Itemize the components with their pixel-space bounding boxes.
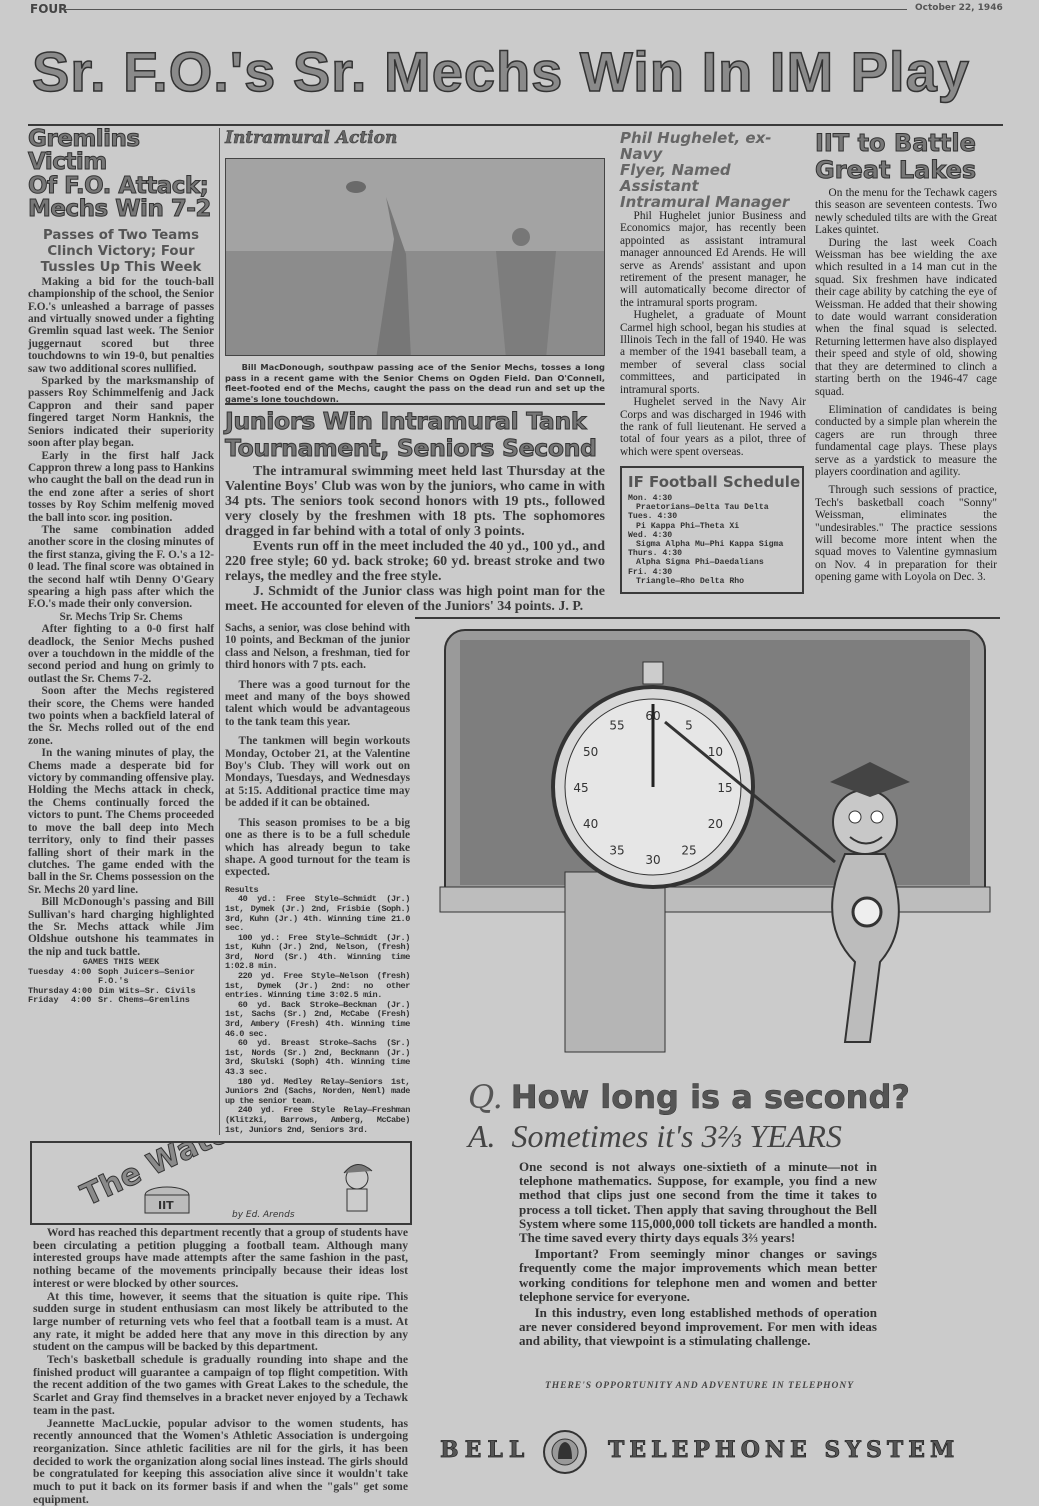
- result-item: 180 yd. Medley Relay—Seniors 1st, Juniors 2nd (Sachs, Norden, Neml) made up the senior team.: [225, 1076, 410, 1106]
- paragraph: After fighting to a 0-0 first half deadlock, the Senior Mechs pushed over a touchdown in the middle of the second period and hung on grimly to outlast the Sr. Chems 7-2.: [28, 623, 214, 685]
- clock-number: 15: [717, 781, 733, 795]
- section-subhead: Sr. Mechs Trip Sr. Chems: [59, 610, 183, 623]
- games-title: GAMES THIS WEEK: [82, 957, 160, 968]
- answer-text: Sometimes it's 3⅔ YEARS: [511, 1118, 842, 1154]
- waterbucket-logo: [32, 1143, 410, 1223]
- ad-headline: [468, 1079, 988, 1155]
- clock-number: 30: [645, 853, 661, 867]
- photo-title: Intramural Action: [225, 128, 398, 148]
- hughelet-article: [620, 130, 806, 458]
- gremlins-article: [28, 128, 214, 1006]
- paragraph: Tech's basketball schedule is gradually rounding into shape and the finished product will guarantee a campaign of top flight competition. With the recent addition of the two games with Great Lakes to the schedule, the Scarlet and Gray find themselves in a bracket never enjoyed by a Techawk team in the past.: [33, 1353, 408, 1417]
- waterbucket-byline: by Ed. Arends: [232, 1210, 295, 1220]
- bell-seal-icon: [542, 1429, 588, 1475]
- schedule-day: Wed. 4:30: [628, 530, 673, 540]
- game-row: [28, 996, 214, 1006]
- paragraph: The intramural swimming meet held last Thursday at the Valentine Boys' Club was won by the juniors, who came in with 34 pts. The seniors took second honors with 19 pts., followed very closely by the freshmen with 18 pts. The sophomores dragged in far behind with a total of only 3 points.: [225, 464, 605, 539]
- great-lakes-headline: [815, 130, 997, 184]
- clock-number: 5: [685, 718, 693, 733]
- subhead-line: Passes of Two Teams: [42, 227, 200, 243]
- headline-line: Juniors Win Intramural Tank: [225, 407, 587, 435]
- results: [225, 886, 410, 1135]
- paragraph: Early in the first half Jack Cappron threw a long pass to Hankins who caught the ball on the dead run in the end zone after a series of short tosses by Roy Schim melfenig moved the ball into scor. ing position.: [28, 449, 214, 524]
- headline-line: Mechs Win 7-2: [28, 196, 211, 223]
- page-number: FOUR: [30, 2, 68, 16]
- game-match: Soph Juicers—Senior F.O.'s: [98, 966, 195, 987]
- paragraph: Sachs, a senior, was close behind with 10 points, and Beckman of the junior class and Nelson, a freshman, tied for third honors with 7 pts. each.: [225, 622, 410, 672]
- games-this-week: [28, 958, 214, 1006]
- schedule-day: Tues. 4:30: [628, 512, 678, 522]
- ad-body: [519, 1160, 877, 1351]
- paragraph: In this industry, even long established methods of operation are never considered beyond improvement. For men with ideas and ability, that viewpoint is a stimulating challenge.: [519, 1305, 877, 1349]
- game-match: Dim Wits—Sr. Civils: [98, 985, 196, 996]
- clock-number: 35: [609, 843, 625, 858]
- brand-telephone-system: TELEPHONE SYSTEM: [608, 1437, 960, 1463]
- header-rule: [62, 9, 907, 10]
- game-row: [28, 968, 214, 987]
- paragraph: Sparked by the marksmanship of passers Roy Schimmelfenig and Jack Cappron and their sand paper fingered target Norm Hanknis, the Seniors indicated their superiority soon after play began.: [28, 375, 214, 450]
- cartoon-figure-icon: [344, 1164, 372, 1211]
- great-lakes-article: [815, 130, 997, 584]
- clock-number: 55: [609, 718, 625, 733]
- paragraph: At this time, however, it seems that the situation is quite ripe. This sudden surge in student enthusiasm can most likely be attributed to the large number of returning vets who feel that a football team is a must. At any rate, it might be added here that any move in this direction by any student on the campus will be backed by this department.: [33, 1289, 408, 1354]
- schedule-match: Alpha Sigma Phi—Daedalians: [636, 558, 764, 568]
- ad-question: [468, 1079, 988, 1115]
- waterbucket-logo-box: [30, 1141, 412, 1225]
- result-item: 60 yd. Back Stroke—Beckman (Jr.) 1st, Sachs (Sr.) 2nd, McCabe (Fresh) 3rd, Ambery (Fresh) 4th. Winning time 46.0 sec.: [225, 999, 410, 1039]
- waterbucket-title: [76, 1143, 353, 1214]
- paragraph: Hughelet, a graduate of Mount Carmel high school, began his studies at Illinois Tech in the fall of 1940. He was a member of the 1941 baseball team, a member of several class social committees, and participated in intramural sports.: [620, 309, 806, 396]
- clock-number: 25: [681, 843, 697, 858]
- brand-bell: BELL: [440, 1437, 531, 1463]
- game-time: 4:00: [71, 995, 92, 1006]
- results-title: Results: [225, 884, 259, 895]
- schedule-match: Triangle—Rho Delta Rho: [636, 576, 745, 586]
- bell-telephone-ad: [415, 622, 1000, 1482]
- paragraph: Important? From seemingly minor changes or savings frequently come the major improvements which mean better working conditions for telephone men and women and better telephone service for everyone.: [519, 1246, 877, 1304]
- page-date: October 22, 1946: [915, 3, 1003, 13]
- if-schedule-list: [628, 494, 802, 586]
- paragraph: Events run off in the meet included the 40 yd., 100 yd., and 220 free style; 60 yd. back stroke; 60 yd. breast stroke and two relays, the medley and the free style.: [225, 539, 605, 584]
- schedule-day: Thurs. 4:30: [628, 549, 683, 559]
- paragraph: Making a bid for the touch-ball championship of the school, the Senior F.O.'s unleashed a barrage of passes and virtually snowed under a fighting Gremlin squad last week. The Senior juggernaut scored but three touchdowns to win 19-0, but penalties saw two additional scores nullified.: [28, 275, 214, 375]
- stopwatch-illustration: [415, 622, 1000, 1077]
- paragraph: Word has reached this department recently that a group of students have been circulating a petition plugging a football team. Although many interested groups have made attempts after the same fashion in the past, nothing became of the movements principally because their ideas lost interest or were blocked by other sources.: [33, 1226, 408, 1290]
- headline-line: Intramural Manager: [620, 193, 790, 211]
- paragraph: This season promises to be a big one as there is to be a full schedule which has already begun to take shape. A good turnout for the team is expected.: [225, 816, 410, 879]
- headline-line: Of F.O. Attack;: [28, 172, 209, 199]
- clock-number: 10: [707, 745, 723, 759]
- ad-answer: [468, 1117, 988, 1155]
- headline-line: Flyer, Named Assistant: [620, 161, 731, 195]
- paragraph: During the last week Coach Weissman has bee wielding the axe which resulted in a 14 man cut in the squad. Six freshmen have indicated their cage ability by catching the eye of Weissman. He added that their showing to date would warrant consideration when the final squad is selected. Returning lettermen have also displayed their speed and style of old, showing that they are determined to clinch a starting berth on the 1946-47 cage squad.: [815, 236, 997, 398]
- schedule-day: Fri. 4:30: [628, 567, 673, 577]
- paragraph: Hughelet served in the Navy Air Corps and was discharged in 1946 with the rank of full lieutenant. He served a total of four years as a pilot, three of which were spent overseas.: [620, 396, 806, 458]
- tank-body-narrow: [225, 622, 410, 1135]
- subhead-line: Clinch Victory; Four: [47, 243, 195, 259]
- tank-headline: [225, 408, 605, 462]
- column-divider: [219, 128, 220, 1135]
- q-mark: Q.: [468, 1078, 503, 1116]
- masthead-rule: [28, 124, 1003, 126]
- clock-number: 45: [573, 781, 589, 795]
- result-item: 60 yd. Breast Stroke—Sachs (Sr.) 1st, Nords (Sr.) 2nd, Beckmann (Jr.) 3rd, Skulski (Soph) 4th. Winning time 43.3 sec.: [225, 1038, 410, 1077]
- lectern-icon: [565, 872, 665, 1052]
- if-football-schedule-box: [620, 466, 804, 594]
- headline-line: IIT to Battle: [815, 129, 976, 157]
- clock-number: 60: [645, 709, 661, 723]
- paragraph: The same combination added another score in the closing minutes of the first stanza, giving the F. O.'s a 12-0 lead. The final score was obtained in the second half wtih Denny O'Geary spearing a high pass after which the F.O.'s made their only conversion.: [28, 523, 214, 611]
- pail-label: IIT: [158, 1199, 174, 1212]
- clock-number: 20: [707, 817, 723, 831]
- schedule-match: Sigma Alpha Mu—Phi Kappa Sigma: [636, 540, 784, 550]
- waterbucket-column: [33, 1227, 408, 1506]
- result-item: 220 yd. Free Style—Nelson (fresh) 1st, Dymek (Jr.) 2nd: no other entries. Winning time 3:02.5 min.: [225, 971, 410, 1001]
- gremlins-body: [28, 276, 214, 958]
- paragraph: There was a good turnout for the meet and many of the boys showed talent which would be advantageous to the tank team this year.: [225, 678, 410, 728]
- paragraph: Bill McDonough's passing and Bill Sullivan's hard charging highlighted the Sr. Mechs attack while Jim Oldshue outshone his teammates in the nip and tuck battle.: [28, 896, 214, 958]
- question-text: How long is a second?: [510, 1078, 910, 1116]
- paragraph: Jeannette MacLuckie, popular advisor to the women students, has recently announced that the Women's Athletic Association is undergoing reorganization. Since athletic facilities are nil for the girls, it has been decided to work the organization along social lines instead. The girls should be congratulated for keeping this association alive since it wouldn't take much to put it back on its former basis if and when the "gals" get some equipment.: [33, 1416, 408, 1506]
- gremlins-headline: [28, 128, 214, 222]
- a-mark: A.: [468, 1118, 496, 1154]
- schedule-match: Pi Kappa Phi—Theta Xi: [636, 521, 740, 531]
- clock-number: 40: [583, 817, 599, 831]
- masthead: Sr. F.O.'s Sr. Mechs Win In IM Play: [32, 40, 970, 103]
- photo-caption: Bill MacDonough, southpaw passing ace of the Senior Mechs, tosses a long pass in a recent game with the Senior Chems on Ogden Field. Dan O'Connell, fleet-footed end of the Mechs, caught the pass on the dead run and set up the game's lone touchdown.: [225, 362, 605, 404]
- clock-number: 50: [583, 745, 599, 759]
- result-item: 240 yd. Free Style Relay—Freshman (Klitzki, Barrows, Amberg, McCabe) 1st, Juniors 2nd, Seniors 3rd.: [225, 1105, 410, 1135]
- photo-rule: [225, 403, 605, 405]
- paragraph: The tankmen will begin workouts Monday, October 21, at the Valentine Boy's Club. They will work out on Mondays, Tuesdays, and Wednesdays at 5:15. Additional practice time may be added if it can be obtained.: [225, 735, 410, 810]
- paragraph: One second is not always one-sixtieth of a minute—not in telephone mathematics. Suppose, for example, you find a new method that clips just one second from the time it takes to process a toll ticket. Then apply that saving throughout the Bell System where some 115,000,000 toll tickets are handled a month. The time saved every thirty days equals 3⅔ years!: [519, 1159, 877, 1246]
- headline-line: Gremlins Victim: [28, 126, 140, 176]
- paragraph: On the menu for the Techawk cagers this season are seventeen contests. Two newly scheduled tilts are with the Great Lakes quintet.: [815, 187, 997, 237]
- schedule-match: Praetorians—Delta Tau Delta: [636, 503, 769, 513]
- headline-line: Tournament, Seniors Second: [225, 434, 597, 462]
- game-time: 4:00: [71, 985, 93, 996]
- bucket-icon: [145, 1187, 189, 1213]
- game-day: Friday: [28, 995, 59, 1006]
- tank-body-wide: [225, 464, 605, 614]
- bell-telephone-system-logo: [440, 1429, 960, 1479]
- paragraph: In the waning minutes of play, the Chems made a desperate bid for victory by commanding offensive play. Holding the Mechs attack in check, the Chems continually forced the victors to punt. The Chems proceeded to move the ball deep into Mech territory, only to find their passes falling short of their mark in the clutches. The game ended with the ball in the Sr. Chems possession on the Sr. Mechs 20 yard line.: [28, 747, 214, 896]
- football-game-photo: [225, 158, 605, 356]
- ad-tagline: THERE'S OPPORTUNITY AND ADVENTURE IN TELEPHONY: [544, 1381, 855, 1391]
- game-day: Tuesday: [28, 966, 64, 977]
- gremlins-subhead: [28, 228, 214, 276]
- great-lakes-body: [815, 187, 997, 584]
- headline-line: Phil Hughelet, ex-Navy: [620, 129, 772, 163]
- result-item: 100 yd.: Free Style—Schmidt (Jr.) 1st, Kuhn (Jr.) 2nd, Nelson, (fresh) 3rd, Nord (Sr.) 4th. Winning time 1:02.8 min.: [225, 932, 410, 972]
- if-schedule-title: IF Football Schedule: [628, 473, 801, 491]
- tank-article: [225, 408, 605, 614]
- paragraph: Elimination of candidates is being conducted by a simple plan wherein the cagers are run through three fundamental cage plays. These plays serve as a yardstick to measure the players coordination and agility.: [815, 403, 997, 478]
- paragraph: Through such sessions of practice, Tech's basketball coach "Sonny" Weissman, eliminates the "undesirables." The practice sessions will become more intent when the squad moves to Valentine gymnasium on Nov. 4 in preparation for their opening game with Loyola on Dec. 3.: [815, 484, 997, 584]
- hughelet-headline: [620, 130, 806, 210]
- paragraph: J. Schmidt of the Junior class was high point man for the meet. He accounted for eleven of the Juniors' 34 points. J. P.: [225, 584, 605, 614]
- hughelet-body: [620, 210, 806, 458]
- paragraph: Phil Hughelet junior Business and Economics major, has recently been appointed as assistant intramural manager announced Ed Arends. He will serve as Arends' assistant and upon retirement of the present manager, he will automatically become director of the intramural sports program.: [620, 210, 806, 309]
- game-day: Thursday: [28, 985, 69, 996]
- intramural-action-photo-block: [225, 128, 605, 404]
- paragraph: Soon after the Mechs registered their score, the Chems were handed two points when a backfield lateral of the Sr. Mechs rolled out of the end zone.: [28, 685, 214, 747]
- game-match: Sr. Chems—Gremlins: [98, 995, 190, 1006]
- game-time: 4:00: [71, 966, 92, 977]
- result-item: 40 yd.: Free Style—Schmidt (Jr.) 1st, Dymek (Jr.) 2nd, Frisbie (Soph.) 3rd, Kuhn (Jr.) 4th. Winning time 21.0 sec.: [225, 894, 410, 934]
- subhead-line: Tussles Up This Week: [40, 259, 202, 275]
- schedule-day: Mon. 4:30: [628, 494, 673, 503]
- headline-line: Great Lakes: [815, 156, 977, 184]
- ad-top-rule: [415, 617, 1000, 619]
